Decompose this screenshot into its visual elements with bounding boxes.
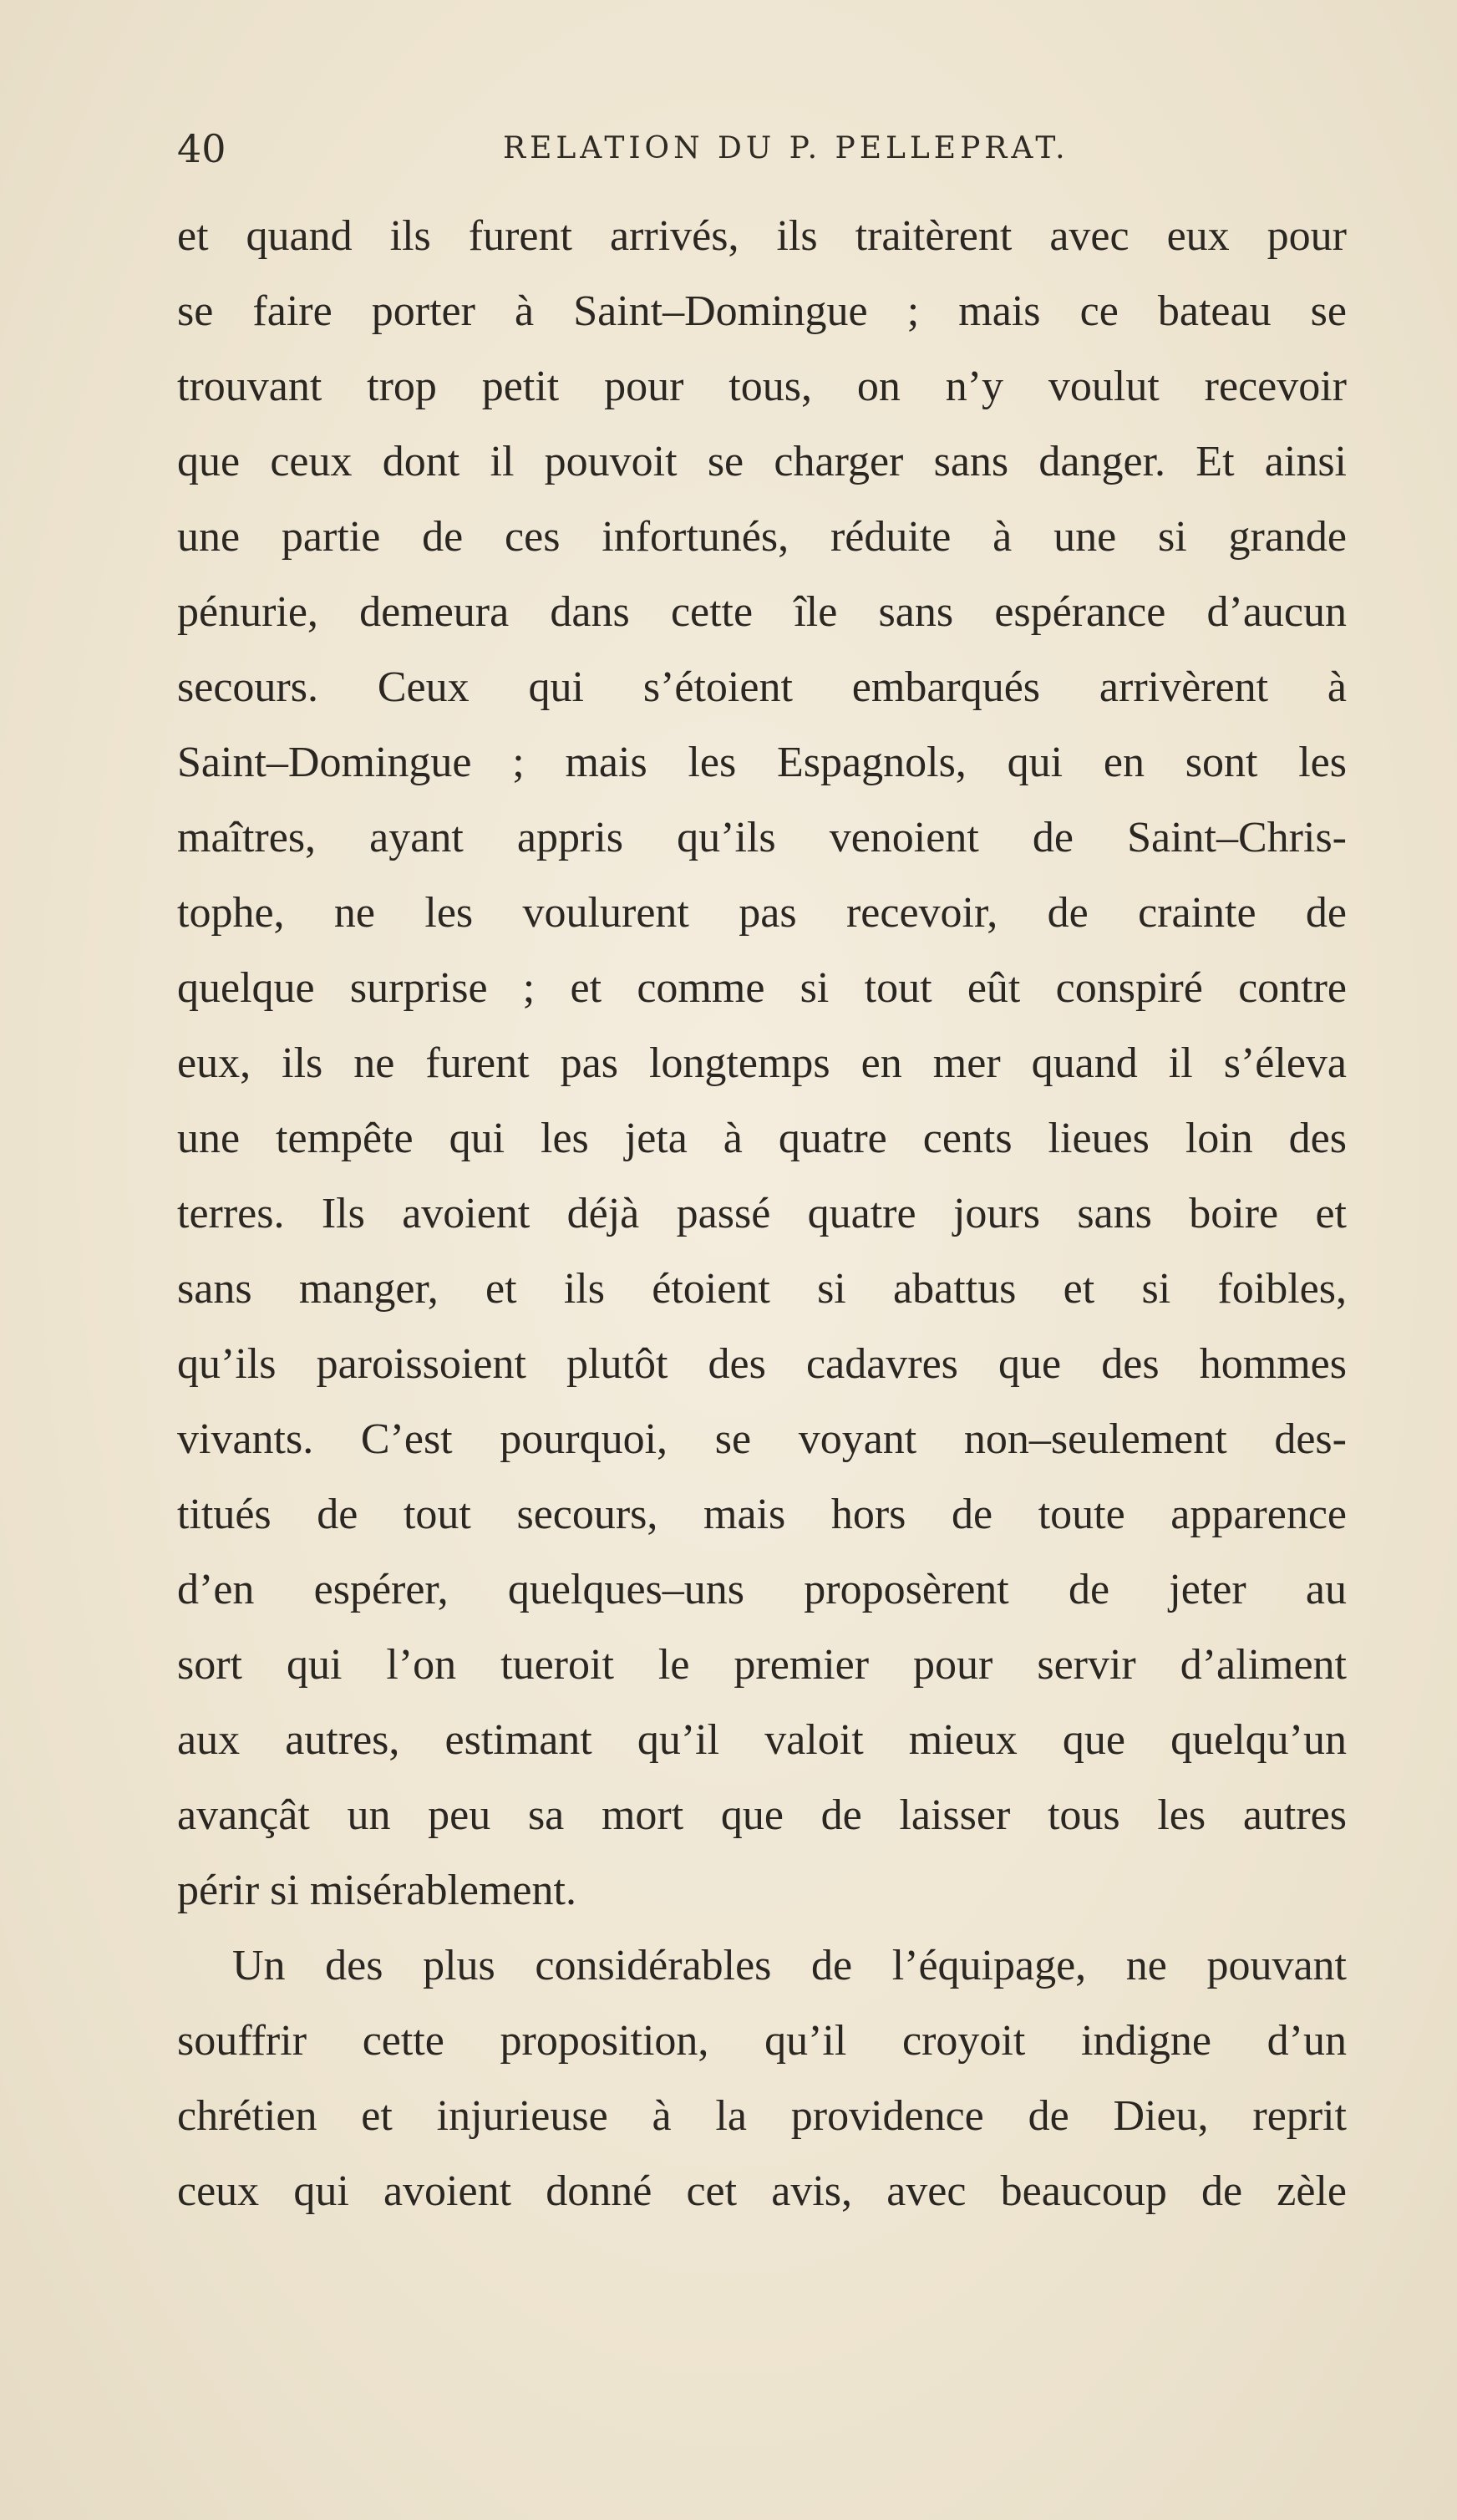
paragraph-end-line: périr si misérablement. xyxy=(177,1867,576,1914)
running-head: RELATION DU P. PELLEPRAT. xyxy=(503,131,1069,165)
text-line: tophe, ne les voulurent pas recevoir, de crainte de xyxy=(177,889,1347,937)
text-line: sort qui l’on tueroit le premier pour servir d’aliment xyxy=(177,1641,1347,1689)
text-line: souffrir cette proposition, qu’il croyoit indigne d’un xyxy=(177,2017,1347,2065)
body-text xyxy=(177,199,1347,2229)
paragraph-start-line: Un des plus considérables de l’équipage, ne pouvant xyxy=(232,1942,1347,1989)
text-line: quelque surprise ; et comme si tout eût conspiré contre xyxy=(177,964,1347,1012)
text-line: maîtres, ayant appris qu’ils venoient de Saint–Chris- xyxy=(177,814,1347,861)
text-line: et quand ils furent arrivés, ils traitèrent avec eux pour xyxy=(177,212,1347,260)
text-line: qu’ils paroissoient plutôt des cadavres que des hommes xyxy=(177,1340,1347,1388)
text-line: une partie de ces infortunés, réduite à une si grande xyxy=(177,513,1347,561)
page-number: 40 xyxy=(177,126,226,171)
text-line: se faire porter à Saint–Domingue ; mais ce bateau se xyxy=(177,287,1347,335)
text-line: secours. Ceux qui s’étoient embarqués arrivèrent à xyxy=(177,663,1347,711)
text-line: sans manger, et ils étoient si abattus et si foibles, xyxy=(177,1265,1347,1313)
text-line: pénurie, demeura dans cette île sans espérance d’aucun xyxy=(177,588,1347,636)
text-line: titués de tout secours, mais hors de toute apparence xyxy=(177,1491,1347,1538)
text-line: eux, ils ne furent pas longtemps en mer quand il s’éleva xyxy=(177,1039,1347,1087)
text-line: terres. Ils avoient déjà passé quatre jours sans boire et xyxy=(177,1190,1347,1237)
text-line: avançât un peu sa mort que de laisser tous les autres xyxy=(177,1791,1347,1839)
text-line: d’en espérer, quelques–uns proposèrent de jeter au xyxy=(177,1566,1347,1613)
text-line: chrétien et injurieuse à la providence de Dieu, reprit xyxy=(177,2092,1347,2140)
text-line: vivants. C’est pourquoi, se voyant non–seulement des- xyxy=(177,1415,1347,1463)
text-line: ceux qui avoient donné cet avis, avec beaucoup de zèle xyxy=(177,2167,1347,2215)
text-line: que ceux dont il pouvoit se charger sans danger. Et ainsi xyxy=(177,438,1347,485)
page-header xyxy=(177,124,1347,174)
text-line: une tempête qui les jeta à quatre cents lieues loin des xyxy=(177,1115,1347,1162)
text-line: Saint–Domingue ; mais les Espagnols, qui en sont les xyxy=(177,739,1347,786)
text-line: aux autres, estimant qu’il valoit mieux que quelqu’un xyxy=(177,1716,1347,1764)
text-line: trouvant trop petit pour tous, on n’y voulut recevoir xyxy=(177,363,1347,410)
